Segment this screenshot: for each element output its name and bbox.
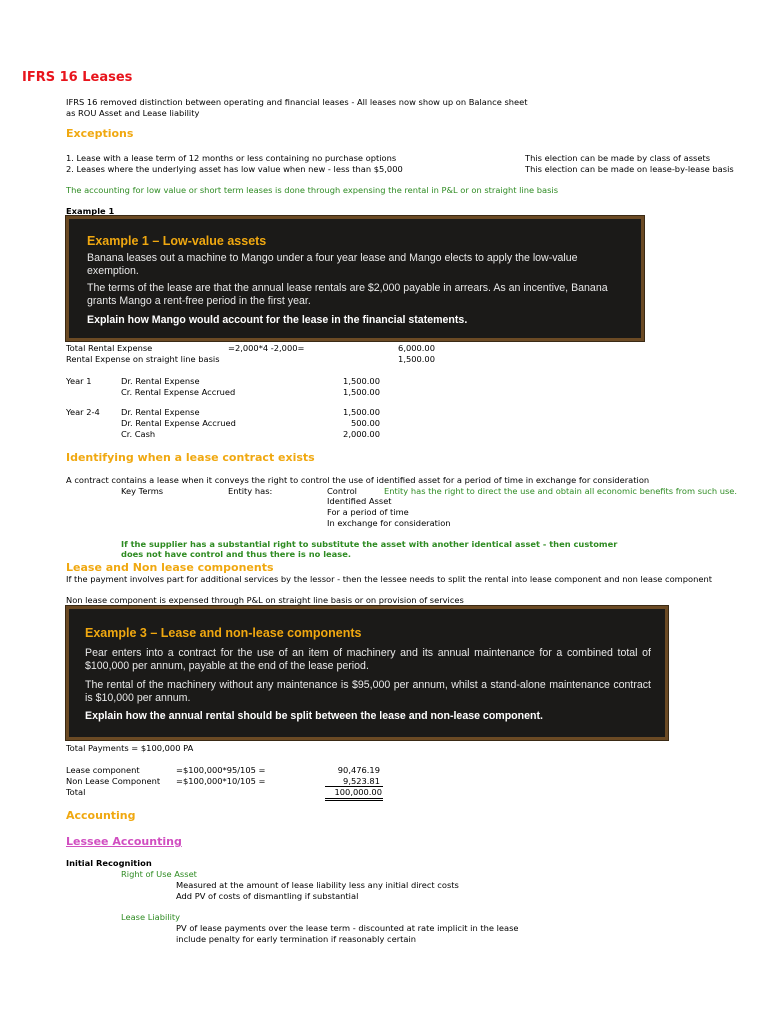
journal-amount: 1,500.00 bbox=[343, 407, 380, 417]
control-note: Entity has the right to direct the use and obtain all economic benefits from such use. bbox=[384, 486, 738, 496]
total-payments: Total Payments = $100,000 PA bbox=[66, 743, 194, 753]
example-1-para-1: Banana leases out a machine to Mango under a four year lease and Mango elects to apply the low-value exemption. bbox=[87, 252, 578, 278]
lease-definition: A contract contains a lease when it conveys the right to control the use of identified asset for a period of time in exchange for consideration bbox=[66, 475, 650, 485]
example-1-title: Example 1 – Low-value assets bbox=[87, 234, 267, 248]
page-title: IFRS 16 Leases bbox=[22, 70, 133, 85]
split-total-amount: 100,000.00 bbox=[325, 786, 383, 801]
liability-line-1: PV of lease payments over the lease term - discounted at rate implicit in the lease bbox=[176, 923, 519, 933]
journal-account: Cr. Cash bbox=[121, 429, 156, 439]
sl-rental-value: 1,500.00 bbox=[398, 354, 435, 364]
total-rental-label: Total Rental Expense bbox=[66, 343, 153, 353]
example-1-box bbox=[66, 216, 644, 341]
example-3-para-1: Pear enters into a contract for the use of an item of machinery and its annual maintenance for a combined total of $100,000 per annum, payable at the end of the lease period. bbox=[85, 647, 651, 673]
example-1-para-2: The terms of the lease are that the annual lease rentals are $2,000 payable in arrears. As an incentive, Banana grants Mango a rent-free period in the first year. bbox=[87, 282, 608, 308]
intro-line-2: as ROU Asset and Lease liability bbox=[66, 108, 200, 118]
intro-line-1: IFRS 16 removed distinction between operating and financial leases - All leases now show up on Balance sheet bbox=[66, 97, 528, 107]
term-control: Control bbox=[327, 486, 357, 496]
journal-account: Dr. Rental Expense Accrued bbox=[121, 418, 236, 428]
journal-amount: 1,500.00 bbox=[343, 387, 380, 397]
entity-has-label: Entity has: bbox=[228, 486, 273, 496]
term-identified-asset: Identified Asset bbox=[327, 496, 392, 506]
journal-account: Cr. Rental Expense Accrued bbox=[121, 387, 236, 397]
split-row-formula: =$100,000*95/105 = bbox=[176, 765, 266, 775]
exceptions-heading: Exceptions bbox=[66, 127, 134, 140]
rou-line-1: Measured at the amount of lease liability less any initial direct costs bbox=[176, 880, 459, 890]
accounting-heading: Accounting bbox=[66, 809, 136, 822]
exception-note-1: This election can be made by class of assets bbox=[525, 153, 711, 163]
journal-amount: 2,000.00 bbox=[343, 429, 380, 439]
rou-asset-label: Right of Use Asset bbox=[121, 869, 197, 879]
split-row-label: Total bbox=[66, 787, 86, 797]
example-3-title: Example 3 – Lease and non-lease components bbox=[85, 626, 362, 640]
split-row-label: Non Lease Component bbox=[66, 776, 161, 786]
lease-liability-label: Lease Liability bbox=[121, 912, 181, 922]
sl-rental-label: Rental Expense on straight line basis bbox=[66, 354, 220, 364]
exception-note-2: This election can be made on lease-by-lease basis bbox=[525, 164, 734, 174]
journal-account: Dr. Rental Expense bbox=[121, 407, 200, 417]
rou-line-2: Add PV of costs of dismantling if substantial bbox=[176, 891, 359, 901]
total-rental-formula: =2,000*4 -2,000= bbox=[228, 343, 305, 353]
key-terms-label: Key Terms bbox=[121, 486, 164, 496]
example-3-box bbox=[66, 606, 668, 740]
initial-recognition-label: Initial Recognition bbox=[66, 858, 152, 868]
journal-amount: 1,500.00 bbox=[343, 376, 380, 386]
exception-item-1: 1. Lease with a lease term of 12 months or less containing no purchase options bbox=[66, 153, 397, 163]
example-3-question: Explain how the annual rental should be split between the lease and non-lease component. bbox=[85, 710, 543, 722]
example-1-question: Explain how Mango would account for the lease in the financial statements. bbox=[87, 314, 468, 326]
identifying-heading: Identifying when a lease contract exists bbox=[66, 451, 315, 464]
split-row-label: Lease component bbox=[66, 765, 140, 775]
total-rental-value: 6,000.00 bbox=[398, 343, 435, 353]
components-line-2: Non lease component is expensed through P&L on straight line basis or on provision of services bbox=[66, 595, 464, 605]
example-1-label: Example 1 bbox=[66, 206, 115, 216]
term-period: For a period of time bbox=[327, 507, 409, 517]
journal-amount: 500.00 bbox=[350, 418, 380, 428]
components-line-1: If the payment involves part for additional services by the lessor - then the lessee needs to split the rental into lease component and non lease component bbox=[66, 574, 712, 584]
year-1-label: Year 1 bbox=[66, 376, 92, 386]
split-row-amount: 90,476.19 bbox=[337, 765, 380, 775]
substitution-line-2: does not have control and thus there is no lease. bbox=[121, 549, 351, 559]
example-3-para-2: The rental of the machinery without any maintenance is $95,000 per annum, whilst a stand-alone maintenance contract is $10,000 per annum. bbox=[85, 679, 651, 705]
exception-item-2: 2. Leases where the underlying asset has low value when new - less than $5,000 bbox=[66, 164, 403, 174]
journal-account: Dr. Rental Expense bbox=[121, 376, 200, 386]
split-row-formula: =$100,000*10/105 = bbox=[176, 776, 266, 786]
year-2-4-label: Year 2-4 bbox=[66, 407, 100, 417]
substitution-line-1: If the supplier has a substantial right to substitute the asset with another identical asset - then customer bbox=[121, 539, 618, 549]
liability-line-2: include penalty for early termination if reasonably certain bbox=[176, 934, 417, 944]
lessee-accounting-link[interactable]: Lessee Accounting bbox=[66, 835, 182, 848]
accounting-note: The accounting for low value or short term leases is done through expensing the rental in P&L or on straight line basis bbox=[66, 185, 559, 195]
components-heading: Lease and Non lease components bbox=[66, 561, 274, 574]
term-consideration: In exchange for consideration bbox=[327, 518, 451, 528]
split-row-amount: 9,523.81 bbox=[343, 776, 380, 786]
